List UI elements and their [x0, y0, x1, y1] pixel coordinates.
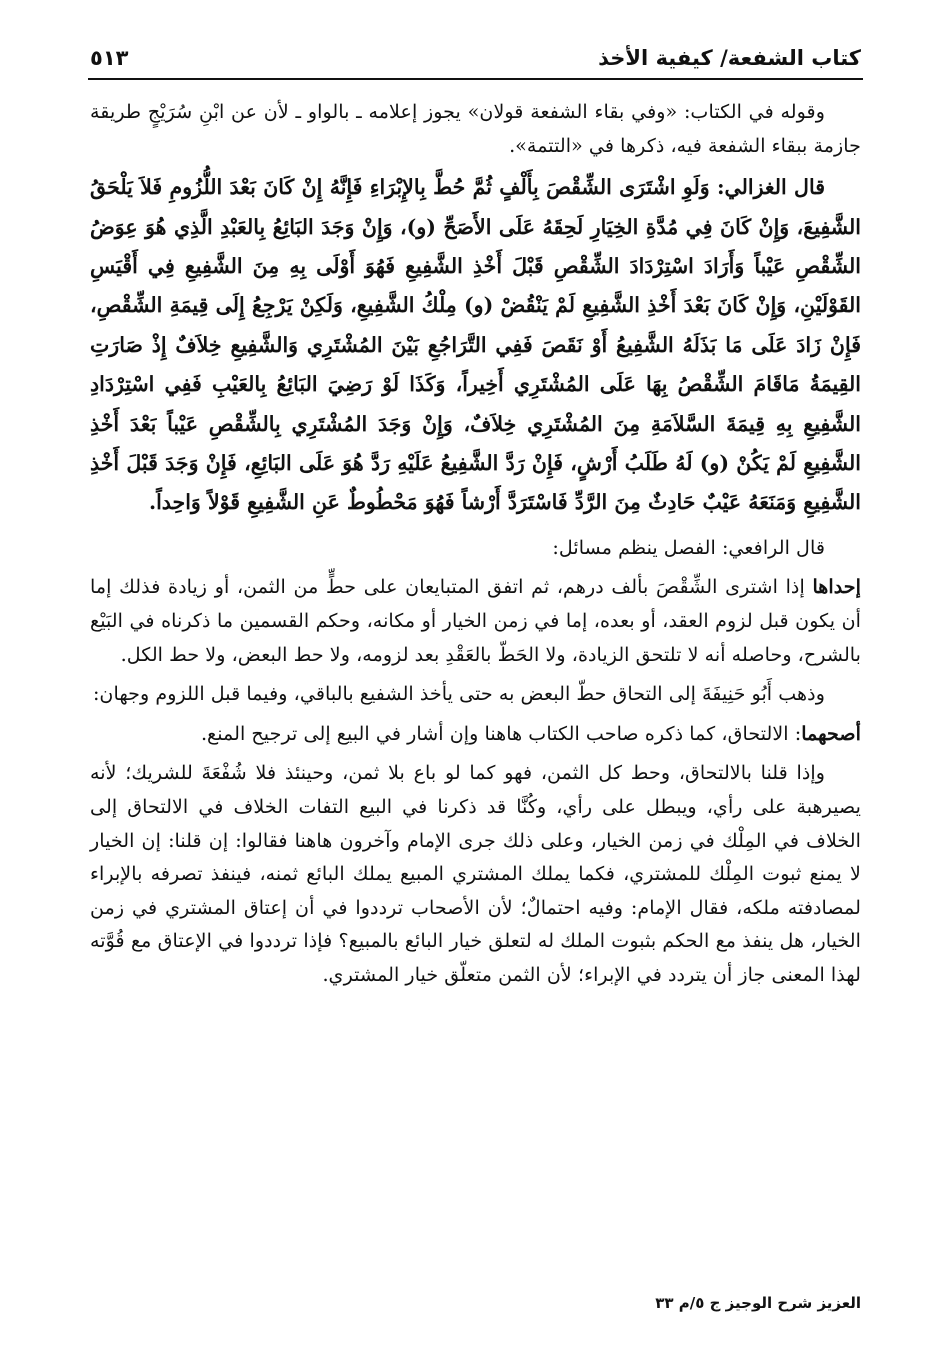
- page-number: ٥١٣: [90, 46, 129, 70]
- paragraph-ghazali-text: قال الغزالي: وَلَوِ اشْتَرَى الشِّقْصَ بِأَلْفٍ ثُمَّ حُطَّ بِالإِبْرَاءِ فَإِنَّهُ إِنْ كَانَ بَعْدَ اللُّزُومِ فَلاَ يَلْحَقُ الشَّفِيعَ، وَإِنْ كَانَ فِي مُدَّةِ الخِيَارِ لَحِقَهُ عَلَى الأَصَحِّ (و)، وَإِنْ وَجَدَ البَائِعُ بِالعَبْدِ الَّذِي هُوَ عِوَضُ الشِّقْصِ عَيْباً وَأَرَادَ اسْتِرْدَادَ الشِّقْصِ قَبْلَ أَخْذِ الشَّفِيعِ فَهُوَ أَوْلَى بِهِ مِنَ الشَّفِيعِ فِي أَقْيَسِ القَوْلَيْنِ، وَإِنْ كَانَ بَعْدَ أَخْذِ الشَّفِيعِ لَمْ يَنْقُضْ (و) مِلْكُ الشَّفِيعِ، وَلَكِنْ يَرْجِعُ إِلَى قِيمَةِ الشِّقْصِ، فَإِنْ زَادَ عَلَى مَا بَذَلَهُ الشَّفِيعُ أَوْ نَقَصَ فَفِي التَّرَاجُعِ بَيْنَ المُشْتَرِي وَالشَّفِيعِ خِلاَفٌ إِذْ صَارَتِ القِيمَةُ مَاقَامَ الشِّقْصُ بِهَا عَلَى المُشْتَرِي أَخِيراً، وَكَذَا لَوْ رَضِيَ البَائِعُ بِالعَيْبِ فَفِي اسْتِرْدَادِ الشَّفِيعِ بِهِ قِيمَةَ السَّلاَمَةِ مِنَ المُشْتَرِي خِلاَفٌ، وَإِنْ وَجَدَ المُشْتَرِي بِالشِّقْصِ عَيْباً بَعْدَ أَخْذِ الشَّفِيعِ لَمْ يَكُنْ (و) لَهُ طَلَبُ أَرْشٍ، فَإِنْ رَدَّ الشَّفِيعُ عَلَيْهِ رَدَّ هُوَ عَلَى البَائِعِ، فَإِنْ وَجَدَ قَبْلَ أَخْذِ الشَّفِيعِ وَمَنَعَهُ عَيْبٌ حَادِثٌ مِنَ الرَّدِّ فَاسْتَرَدَّ أَرْشاً فَهُوَ مَحْطُوطٌ عَنِ الشَّفِيعِ قَوْلاً وَاحِداً.: [90, 175, 861, 515]
- first-issue-body: إذا اشترى الشِّقْصَ بألف درهم، ثم اتفق المتبايعان على حطٍّ من الثمن، أو زيادة فذلك إما أن يكون قبل لزوم العقد، أو بعده، إما في زمن الخيار أو مكانه، وحكم القسمين ما ذكرناه في البَيْع بالشرح، وحاصله أنه لا تلتحق الزيادة، ولا الحَطّ بالعَقْدِ بعد لزومه، ولا حط البعض، ولا حط الكل.: [90, 575, 861, 666]
- first-issue-lead: إحداها: [812, 575, 861, 599]
- paragraph-rafii-intro: قال الرافعي: الفصل ينظم مسائل:: [552, 535, 825, 559]
- page-footer-signature: العزيز شرح الوجيز ج ٥/م ٣٣: [655, 1294, 861, 1312]
- running-title: كتاب الشفعة/ كيفية الأخذ: [598, 46, 861, 70]
- paragraph-abu-hanifa: وذهب أَبُو حَنِيفَةَ إلى التحاق حطّ البعض به حتى يأخذ الشفيع بالباقي، وفيما قبل اللزوم وجهان:: [92, 682, 825, 706]
- paragraph-intro: وقوله في الكتاب: «وفي بقاء الشفعة قولان» يجوز إعلامه ـ بالواو ـ لأن عن ابْنِ سُرَيْجٍ طريقة جازمة ببقاء الشفعة فيه، ذكرها في «التتمة».: [90, 100, 861, 157]
- header-rule: [88, 78, 863, 80]
- paragraph-first-issue: [90, 570, 861, 671]
- page-body: [90, 95, 861, 998]
- paragraph-discussion: وإذا قلنا بالالتحاق، وحط كل الثمن، فهو كما لو باع بلا ثمن، وحينئذ فلا شُفْعَةَ للشريك؛ لأنه يصيرهبة على رأي، ويبطل على رأي، وكُنَّا قد ذكرنا في البيع التفات الخلاف في الالتحاق إلى الخلاف في المِلْك في زمن الخيار، وعلى ذلك جرى الإمام وآخرون هاهنا فقالوا: إن قلنا: إن الخيار لا يمنع ثبوت المِلْك للمشتري، فكما يملك المشتري المبيع يملك البائع ثمنه، فينفذ تصرفه بالإبراء لمصادفته ملكه، فقال الإمام: وفيه احتمالٌ؛ لأن الأصحاب ترددوا في أن إعتاق المشتري في زمن الخيار، هل ينفذ مع الحكم بثبوت الملك له لتعلق خيار البائع بالمبيع؟ فإذا ترددوا في الإعتاق مع قُوَّته لهذا المعنى جاز أن يتردد في الإبراء؛ لأن الثمن متعلّق خيار المشتري.: [90, 761, 861, 986]
- sounder-view-lead: أصحهما: [801, 721, 861, 745]
- page-header: [90, 30, 861, 70]
- sounder-view-body: : الالتحاق، كما ذكره صاحب الكتاب هاهنا وإن أشار في البيع إلى ترجيح المنع.: [200, 721, 802, 745]
- paragraph-sounder-view: [90, 717, 861, 751]
